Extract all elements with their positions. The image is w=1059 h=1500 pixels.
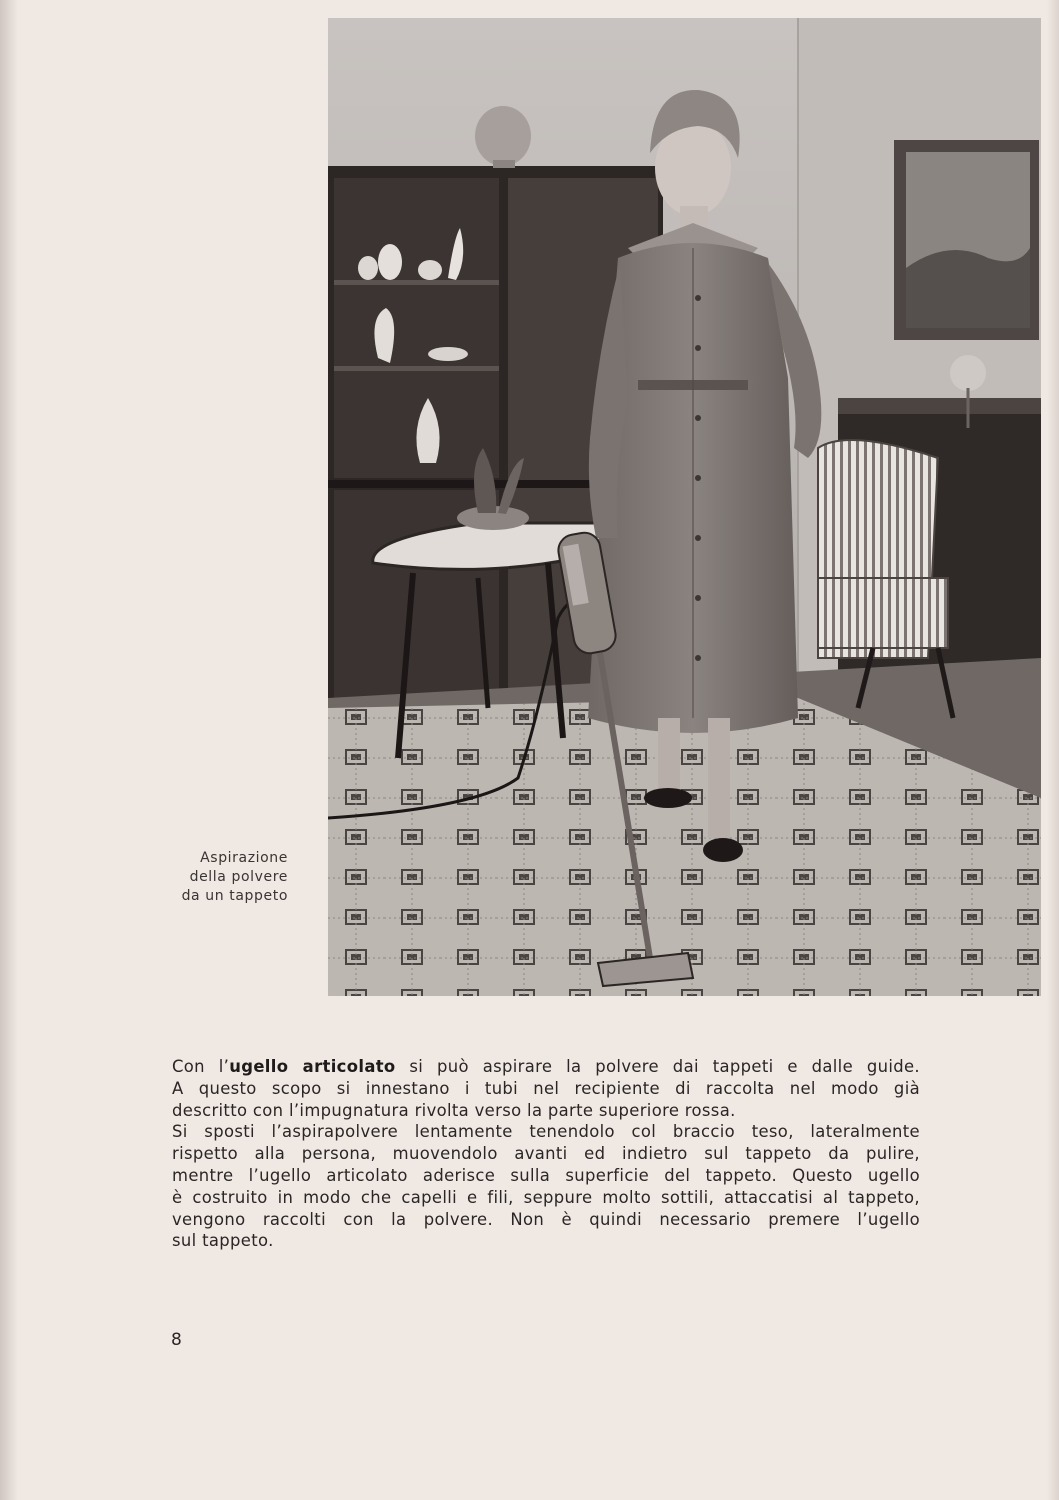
text-line: vengono raccolti con la polvere. Non è quindi necessario premere l’ugello: [172, 1209, 920, 1229]
text-line: [172, 1056, 920, 1078]
text-line: A questo scopo si innestano i tubi nel recipiente di raccolta nel modo già: [172, 1078, 920, 1098]
text-span: si può aspirare la polvere dai tappeti e dalle guide.: [395, 1057, 920, 1076]
photo-illustration: [328, 18, 1041, 996]
text-line: Si sposti l’aspirapolvere lentamente tenendolo col braccio teso, lateralmente: [172, 1122, 920, 1142]
text-line: descritto con l’impugnatura rivolta verso la parte superiore rossa.: [172, 1100, 736, 1120]
bold-term: ugello articolato: [229, 1057, 396, 1076]
text-line: mentre l’ugello articolato aderisce sulla superficie del tappeto. Questo ugello: [172, 1165, 920, 1185]
photo-caption: [176, 849, 288, 906]
vacuum-photo: [328, 18, 1041, 996]
caption-line: della polvere: [189, 869, 288, 885]
text-line: rispetto alla persona, muovendolo avanti ed indietro sul tappeto da pulire,: [172, 1144, 920, 1164]
body-text: [172, 1056, 920, 1252]
caption-line: da un tappeto: [181, 888, 288, 904]
caption-line: Aspirazione: [200, 850, 288, 866]
page-number: 8: [171, 1330, 182, 1350]
text-line: sul tappeto.: [172, 1231, 274, 1251]
page-gutter-shadow: [0, 0, 18, 1500]
text-span: Con l’: [172, 1057, 230, 1076]
page-edge-shadow: [1047, 0, 1059, 1500]
text-line: è costruito in modo che capelli e fili, seppure molto sottili, attaccatisi al tappeto,: [172, 1187, 920, 1207]
